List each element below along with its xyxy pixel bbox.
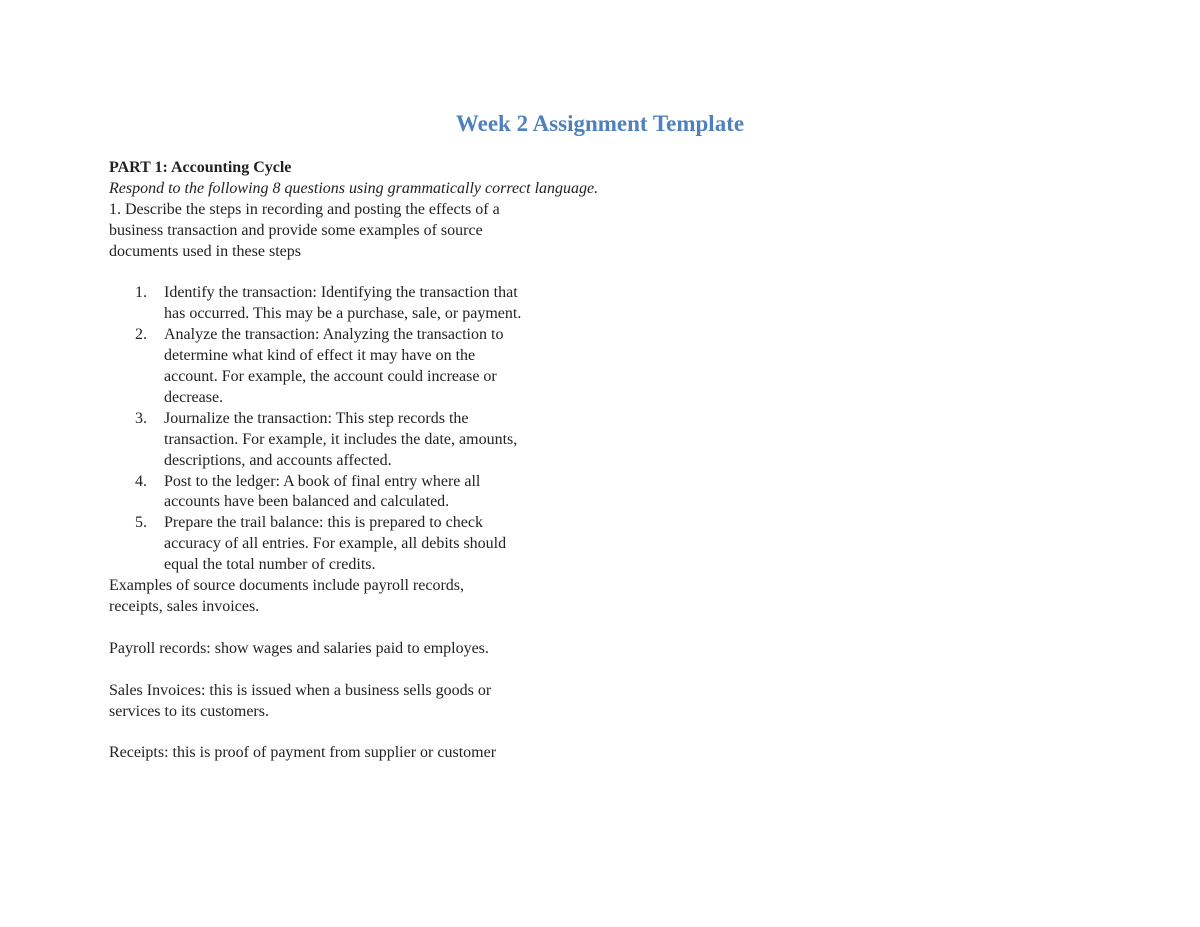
steps-list xyxy=(109,283,749,576)
list-item xyxy=(109,513,749,576)
list-item-line: accounts have been balanced and calculated. xyxy=(164,493,450,511)
list-item-line: has occurred. This may be a purchase, sale, or payment. xyxy=(164,305,522,323)
instructions-text: Respond to the following 8 questions using grammatically correct language. xyxy=(109,179,599,197)
part-heading: PART 1: Accounting Cycle xyxy=(109,159,292,176)
list-item xyxy=(109,325,749,409)
list-item-line: Post to the ledger: A book of final entry where all xyxy=(164,472,481,490)
list-item-line: descriptions, and accounts affected. xyxy=(164,451,392,469)
question-line: documents used in these steps xyxy=(109,242,301,260)
question-line: 1. Describe the steps in recording and posting the effects of a xyxy=(109,200,500,218)
list-item-line: determine what kind of effect it may have on the xyxy=(164,347,476,365)
list-item xyxy=(109,409,749,472)
paragraph-line: receipts, sales invoices. xyxy=(109,598,260,616)
sales-invoices-paragraph xyxy=(109,681,749,723)
paragraph-line: Examples of source documents include payroll records, xyxy=(109,577,464,595)
question-1 xyxy=(109,200,749,263)
document-title: Week 2 Assignment Template xyxy=(455,111,745,136)
paragraph-spacer xyxy=(109,263,749,284)
paragraph-spacer xyxy=(109,660,749,681)
list-item-line: Journalize the transaction: This step records the xyxy=(164,409,469,427)
paragraph-line: services to its customers. xyxy=(109,702,269,720)
list-item-number: 5. xyxy=(135,514,147,532)
paragraph-spacer xyxy=(109,618,749,639)
list-item-number: 1. xyxy=(135,284,147,302)
list-item-line: Analyze the transaction: Analyzing the transaction to xyxy=(164,326,504,344)
list-item-line: decrease. xyxy=(164,388,224,406)
list-item-number: 4. xyxy=(135,472,147,490)
list-item-number: 3. xyxy=(135,409,147,427)
list-item-line: transaction. For example, it includes the date, amounts, xyxy=(164,430,518,448)
list-item-line: accuracy of all entries. For example, all debits should xyxy=(164,535,507,553)
question-line: business transaction and provide some examples of source xyxy=(109,221,483,239)
receipts-paragraph: Receipts: this is proof of payment from supplier or customer xyxy=(109,744,497,762)
list-item-line: equal the total number of credits. xyxy=(164,556,376,574)
paragraph-spacer xyxy=(109,722,749,743)
list-item xyxy=(109,283,749,325)
list-item xyxy=(109,472,749,514)
list-item-line: Identify the transaction: Identifying the transaction that xyxy=(164,284,518,302)
examples-paragraph xyxy=(109,576,749,618)
list-item-number: 2. xyxy=(135,326,147,344)
payroll-paragraph: Payroll records: show wages and salaries paid to employes. xyxy=(109,639,489,657)
list-item-line: account. For example, the account could increase or xyxy=(164,368,497,386)
paragraph-line: Sales Invoices: this is issued when a business sells goods or xyxy=(109,681,492,699)
document-body xyxy=(109,158,749,764)
list-item-line: Prepare the trail balance: this is prepared to check xyxy=(164,514,483,532)
